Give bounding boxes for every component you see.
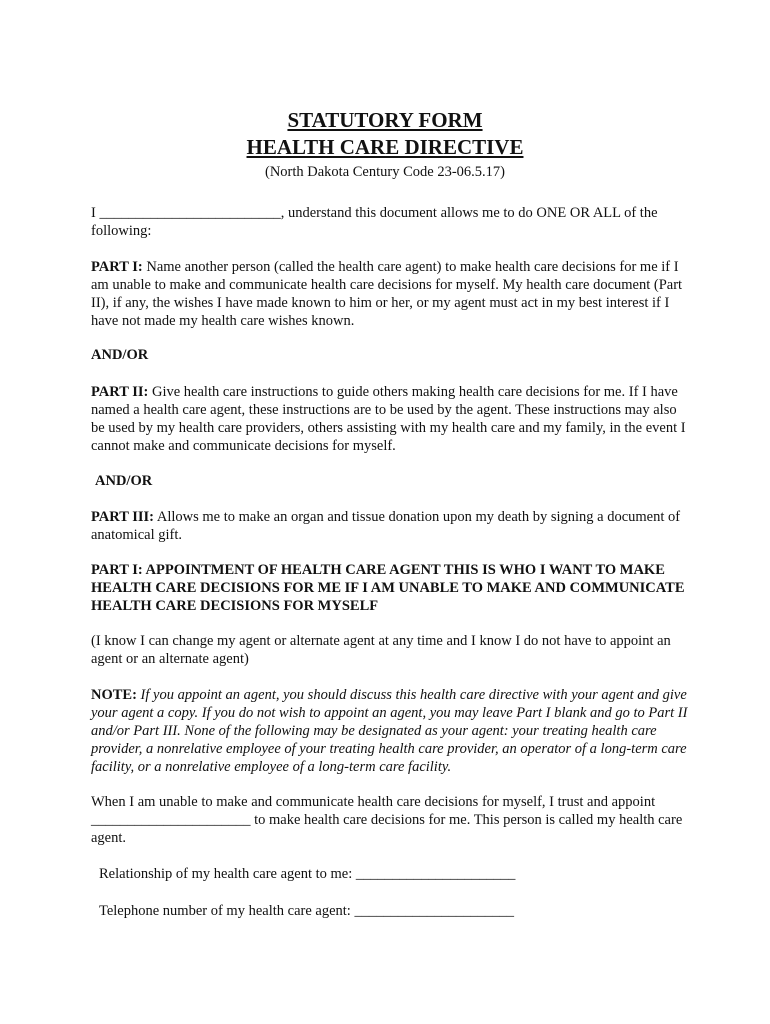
part2-label: PART II: [91, 384, 149, 400]
note-label: NOTE: [91, 687, 137, 703]
intro-paragraph: I _________________________, understand this document allows me to do ONE OR ALL of the following: [91, 205, 658, 239]
note-text: If you appoint an agent, you should discuss this health care directive with your agent and give your agent a copy. If you do not wish to appoint an agent, you may leave Part I blank and go to Part II and/or Part III. None of the following may be designated as your agent: your treating health care provider, a nonrelative employee of your treating health care provider, an operator of a long-term care facility, or a nonrelative employee of a long-term care facility. [91, 687, 688, 775]
part1-heading-text: PART I: APPOINTMENT OF HEALTH CARE AGENT THIS IS WHO I WANT TO MAKE HEALTH CARE DECISIONS FOR ME IF I AM UNABLE TO MAKE AND COMMUNICATE HEALTH CARE DECISIONS FOR MYSELF [91, 562, 685, 614]
part3-label: PART III: [91, 509, 155, 525]
part1-heading [91, 561, 691, 615]
telephone-line: Telephone number of my health care agent: ______________________ [99, 903, 514, 919]
relationship-line: Relationship of my health care agent to me: ______________________ [99, 866, 516, 882]
document-title-line1: STATUTORY FORM [287, 108, 483, 132]
part2-paragraph [91, 383, 691, 455]
andor-2 [95, 472, 695, 490]
title-block [0, 107, 770, 182]
note-paragraph [91, 686, 691, 776]
part1-label: PART I: [91, 259, 143, 275]
part1-paragraph [91, 258, 691, 330]
part3-paragraph [91, 508, 691, 544]
document-title-line2: HEALTH CARE DIRECTIVE [246, 135, 524, 159]
part1-text: Name another person (called the health care agent) to make health care decisions for me if I am unable to make and communicate health care decisions for myself. My health care document (Part II), if any, the wishes I have made known to him or her, or my agent must act in my best interest if I have not made my health care wishes known. [91, 259, 683, 329]
document-subtitle: (North Dakota Century Code 23-06.5.17) [264, 164, 505, 180]
andor-1 [91, 346, 691, 364]
change-note-paragraph: (I know I can change my agent or alternate agent at any time and I know I do not have to appoint an agent or an alternate agent) [91, 633, 671, 667]
andor-2-label: AND/OR [95, 473, 153, 489]
part3-text: Allows me to make an organ and tissue donation upon my death by signing a document of anatomical gift. [91, 509, 681, 543]
andor-1-label: AND/OR [91, 347, 149, 363]
part2-text: Give health care instructions to guide others making health care decisions for me. If I have named a health care agent, these instructions are to be used by the agent. These instructions may also be used by my health care providers, others assisting with my health care and my family, in the event I cannot make and communicate decisions for myself. [91, 384, 686, 454]
appoint-paragraph: When I am unable to make and communicate health care decisions for myself, I trust and appoint ______________________ to make health care decisions for me. This person is called my health care agent. [91, 794, 683, 846]
